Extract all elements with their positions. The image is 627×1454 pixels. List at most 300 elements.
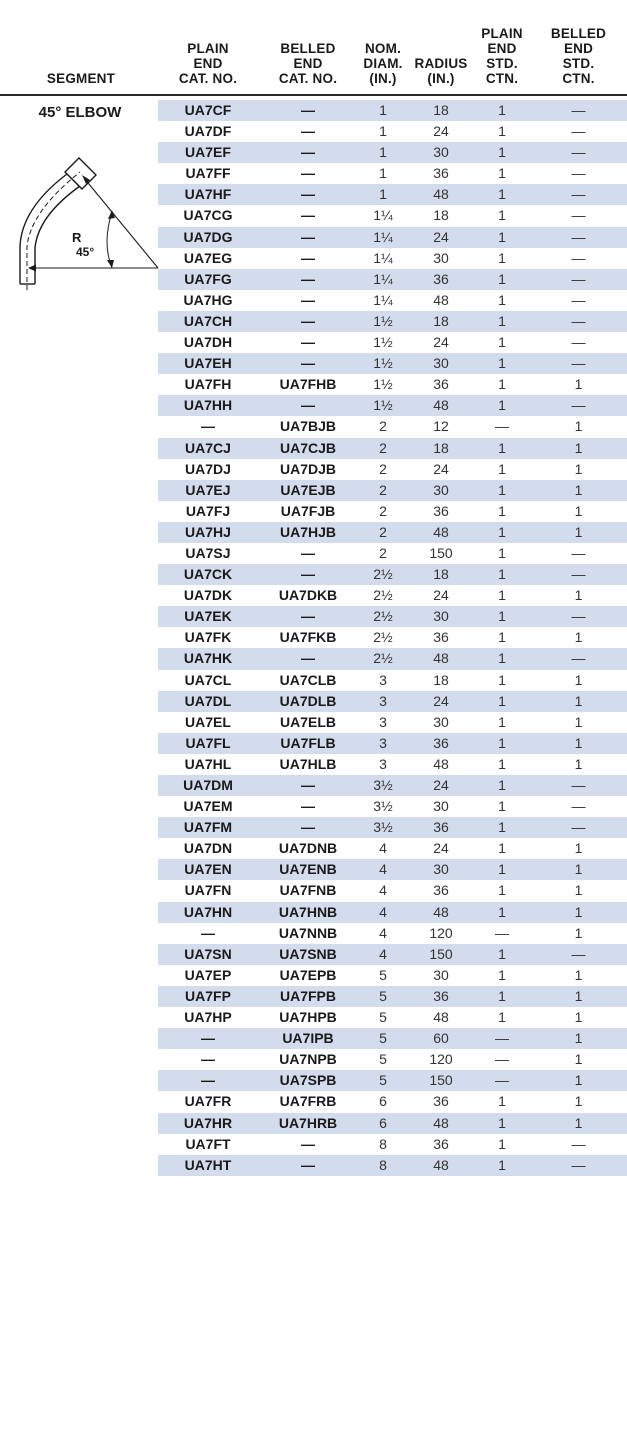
cell-belled-end-std-ctn: 1 bbox=[574, 1114, 583, 1131]
cell-plain-end-cat-no: UA7EK bbox=[184, 608, 232, 625]
table-row bbox=[158, 121, 627, 142]
cell-belled-end-cat-no: UA7BJB bbox=[279, 418, 336, 435]
table-row bbox=[158, 438, 627, 459]
cell-nom-diam: 1¼ bbox=[373, 249, 393, 266]
cell-belled-end-cat-no: UA7HJB bbox=[279, 523, 336, 540]
cell-nom-diam: 3 bbox=[379, 671, 387, 688]
cell-belled-end-cat-no: — bbox=[301, 798, 315, 815]
cell-radius: 48 bbox=[433, 1009, 449, 1026]
cell-plain-end-std-ctn: 1 bbox=[498, 671, 506, 688]
cell-nom-diam: 5 bbox=[379, 1072, 387, 1089]
table-row bbox=[158, 374, 627, 395]
cell-plain-end-std-ctn: 1 bbox=[498, 481, 506, 498]
cell-belled-end-std-ctn: 1 bbox=[574, 1009, 583, 1026]
cell-belled-end-cat-no: UA7FHB bbox=[279, 376, 337, 393]
cell-plain-end-std-ctn: 1 bbox=[498, 1135, 506, 1152]
header-segment-line1: SEGMENT bbox=[46, 71, 116, 86]
cell-belled-end-std-ctn: — bbox=[571, 608, 586, 625]
cell-plain-end-std-ctn: 1 bbox=[498, 882, 506, 899]
cell-plain-end-std-ctn: 1 bbox=[498, 144, 506, 161]
cell-radius: 18 bbox=[433, 671, 449, 688]
cell-radius: 30 bbox=[433, 798, 449, 815]
cell-belled-end-cat-no: UA7CJB bbox=[279, 439, 336, 456]
table-header bbox=[0, 0, 627, 92]
table-row bbox=[158, 775, 627, 796]
cell-nom-diam: 1½ bbox=[373, 376, 393, 393]
table-row bbox=[158, 859, 627, 880]
table-row bbox=[158, 205, 627, 226]
cell-plain-end-cat-no: UA7CH bbox=[183, 312, 233, 329]
cell-radius: 36 bbox=[433, 270, 449, 287]
cell-plain-end-cat-no: UA7DF bbox=[184, 123, 232, 140]
cell-belled-end-cat-no: — bbox=[301, 1156, 315, 1173]
cell-plain-end-std-ctn: 1 bbox=[498, 1114, 506, 1131]
cell-radius: 36 bbox=[433, 819, 449, 836]
cell-belled-end-cat-no: UA7EJB bbox=[280, 481, 336, 498]
cell-belled-end-std-ctn: 1 bbox=[574, 587, 583, 604]
table-row bbox=[158, 1155, 627, 1176]
cell-belled-end-std-ctn: — bbox=[571, 291, 586, 308]
table-row bbox=[158, 944, 627, 965]
cell-plain-end-cat-no: UA7EN bbox=[184, 861, 232, 878]
cell-nom-diam: 1 bbox=[379, 123, 387, 140]
cell-nom-diam: 3½ bbox=[373, 798, 393, 815]
cell-radius: 18 bbox=[433, 207, 449, 224]
cell-plain-end-std-ctn: — bbox=[495, 1072, 509, 1089]
header-belled-end-std-ctn bbox=[530, 26, 627, 86]
cell-nom-diam: 1 bbox=[379, 186, 387, 203]
cell-belled-end-cat-no: — bbox=[301, 123, 315, 140]
cell-belled-end-cat-no: UA7DKB bbox=[278, 587, 338, 604]
table-row bbox=[158, 480, 627, 501]
table-row bbox=[158, 290, 627, 311]
header-pctn-line3: STD. bbox=[486, 56, 518, 71]
cell-nom-diam: 4 bbox=[379, 924, 387, 941]
cell-plain-end-std-ctn: 1 bbox=[498, 966, 506, 983]
angle-arc bbox=[107, 212, 112, 268]
cell-radius: 30 bbox=[433, 355, 449, 372]
cell-plain-end-cat-no: UA7FR bbox=[184, 1093, 232, 1110]
table-row bbox=[158, 754, 627, 775]
cell-belled-end-cat-no: UA7NNB bbox=[278, 924, 338, 941]
cell-belled-end-cat-no: UA7HPB bbox=[279, 1009, 337, 1026]
cell-belled-end-std-ctn: — bbox=[571, 165, 586, 182]
cell-plain-end-std-ctn: — bbox=[495, 1051, 509, 1068]
header-diam-line1: NOM. bbox=[364, 41, 402, 56]
cell-belled-end-std-ctn: — bbox=[571, 544, 586, 561]
header-bctn-line1: BELLED bbox=[550, 26, 607, 41]
cell-plain-end-cat-no: UA7HT bbox=[184, 1156, 232, 1173]
cell-radius: 36 bbox=[433, 1135, 449, 1152]
cell-plain-end-std-ctn: 1 bbox=[498, 439, 506, 456]
table-row bbox=[158, 142, 627, 163]
cell-belled-end-std-ctn: 1 bbox=[574, 713, 583, 730]
cell-plain-end-std-ctn: 1 bbox=[498, 544, 506, 561]
cell-belled-end-std-ctn: — bbox=[571, 186, 586, 203]
cell-plain-end-std-ctn: 1 bbox=[498, 861, 506, 878]
cell-belled-end-cat-no: UA7ENB bbox=[279, 861, 337, 878]
cell-plain-end-cat-no: UA7DL bbox=[184, 692, 232, 709]
cell-plain-end-cat-no: UA7EL bbox=[185, 713, 231, 730]
cell-nom-diam: 5 bbox=[379, 987, 387, 1004]
cell-nom-diam: 2½ bbox=[373, 650, 393, 667]
cell-belled-end-std-ctn: — bbox=[571, 650, 586, 667]
cell-nom-diam: 5 bbox=[379, 966, 387, 983]
table-row bbox=[158, 163, 627, 184]
cell-plain-end-std-ctn: 1 bbox=[498, 734, 506, 751]
cell-belled-end-std-ctn: — bbox=[571, 945, 586, 962]
cell-plain-end-cat-no: — bbox=[201, 924, 215, 941]
cell-belled-end-std-ctn: 1 bbox=[574, 755, 583, 772]
cell-belled-end-std-ctn: 1 bbox=[574, 629, 583, 646]
table-row bbox=[158, 796, 627, 817]
cell-radius: 150 bbox=[429, 945, 453, 962]
cell-plain-end-cat-no: UA7EG bbox=[183, 249, 233, 266]
cell-belled-end-std-ctn: — bbox=[571, 207, 586, 224]
table-row bbox=[158, 1070, 627, 1091]
cell-belled-end-std-ctn: 1 bbox=[574, 671, 583, 688]
table-row bbox=[158, 227, 627, 248]
cell-belled-end-cat-no: UA7FJB bbox=[280, 502, 336, 519]
cell-nom-diam: 1½ bbox=[373, 355, 393, 372]
cell-nom-diam: 1 bbox=[379, 102, 387, 118]
cell-plain-end-cat-no: UA7FP bbox=[185, 987, 231, 1004]
cell-belled-end-cat-no: — bbox=[301, 777, 315, 793]
cell-plain-end-cat-no: UA7HR bbox=[183, 1114, 233, 1131]
table-row bbox=[158, 100, 627, 121]
table-row bbox=[158, 1091, 627, 1112]
cell-nom-diam: 6 bbox=[379, 1114, 387, 1131]
table-row bbox=[158, 459, 627, 480]
cell-belled-end-std-ctn: — bbox=[571, 355, 586, 372]
cell-radius: 36 bbox=[433, 734, 449, 751]
cell-plain-end-cat-no: UA7FK bbox=[184, 629, 232, 646]
cell-belled-end-std-ctn: 1 bbox=[574, 1030, 583, 1047]
cell-belled-end-std-ctn: — bbox=[571, 397, 586, 414]
cell-plain-end-std-ctn: 1 bbox=[498, 777, 506, 793]
cell-nom-diam: 3 bbox=[379, 713, 387, 730]
cell-belled-end-std-ctn: 1 bbox=[574, 1093, 583, 1110]
cell-belled-end-cat-no: — bbox=[301, 355, 315, 372]
table-row bbox=[158, 585, 627, 606]
header-plain-line2: END bbox=[193, 56, 223, 71]
cell-plain-end-cat-no: UA7EM bbox=[183, 798, 233, 815]
cell-radius: 60 bbox=[433, 1030, 449, 1047]
cell-plain-end-std-ctn: 1 bbox=[498, 460, 506, 477]
cell-nom-diam: 4 bbox=[379, 903, 387, 920]
header-plain-end-cat-no bbox=[158, 41, 258, 86]
cell-nom-diam: 5 bbox=[379, 1051, 387, 1068]
cell-plain-end-std-ctn: 1 bbox=[498, 987, 506, 1004]
header-divider bbox=[0, 94, 627, 96]
table-row bbox=[158, 817, 627, 838]
cell-nom-diam: 2½ bbox=[373, 566, 393, 583]
cell-plain-end-cat-no: UA7SJ bbox=[185, 544, 231, 561]
cell-belled-end-cat-no: — bbox=[301, 608, 315, 625]
table-row bbox=[158, 733, 627, 754]
cell-belled-end-std-ctn: 1 bbox=[574, 376, 583, 393]
cell-belled-end-cat-no: UA7HNB bbox=[278, 903, 338, 920]
cell-nom-diam: 1½ bbox=[373, 312, 393, 329]
cell-plain-end-std-ctn: 1 bbox=[498, 376, 506, 393]
table-row bbox=[158, 1113, 627, 1134]
cell-plain-end-cat-no: UA7CF bbox=[184, 102, 232, 118]
cell-plain-end-std-ctn: 1 bbox=[498, 102, 506, 118]
cell-belled-end-cat-no: UA7HRB bbox=[278, 1114, 338, 1131]
cell-plain-end-cat-no: UA7CK bbox=[183, 566, 233, 583]
cell-belled-end-cat-no: UA7IPB bbox=[282, 1030, 334, 1047]
header-diam-line2: DIAM. bbox=[363, 56, 403, 71]
cell-plain-end-cat-no: — bbox=[201, 1072, 215, 1089]
cell-nom-diam: 1¼ bbox=[373, 270, 393, 287]
cell-nom-diam: 4 bbox=[379, 861, 387, 878]
cell-belled-end-cat-no: — bbox=[301, 566, 315, 583]
cell-belled-end-cat-no: — bbox=[301, 397, 315, 414]
cell-plain-end-std-ctn: 1 bbox=[498, 207, 506, 224]
radius-label: R bbox=[72, 230, 82, 245]
cell-belled-end-cat-no: — bbox=[301, 270, 315, 287]
cell-belled-end-cat-no: UA7CLB bbox=[279, 671, 337, 688]
cell-radius: 24 bbox=[433, 228, 449, 245]
cell-belled-end-cat-no: UA7FRB bbox=[279, 1093, 337, 1110]
cell-plain-end-cat-no: UA7FL bbox=[185, 734, 231, 751]
cell-plain-end-std-ctn: 1 bbox=[498, 692, 506, 709]
cell-radius: 36 bbox=[433, 502, 449, 519]
angle-arrowhead-bottom bbox=[107, 260, 114, 268]
cell-plain-end-std-ctn: 1 bbox=[498, 1093, 506, 1110]
cell-nom-diam: 4 bbox=[379, 945, 387, 962]
cell-plain-end-cat-no: UA7CJ bbox=[185, 439, 231, 456]
cell-nom-diam: 2 bbox=[379, 523, 387, 540]
table-row bbox=[158, 691, 627, 712]
cell-belled-end-cat-no: — bbox=[301, 312, 315, 329]
cell-belled-end-cat-no: UA7NPB bbox=[279, 1051, 337, 1068]
cell-plain-end-std-ctn: 1 bbox=[498, 629, 506, 646]
table-row bbox=[158, 248, 627, 269]
cell-plain-end-cat-no: UA7FN bbox=[184, 882, 232, 899]
table-row bbox=[158, 395, 627, 416]
cell-radius: 18 bbox=[433, 439, 449, 456]
header-nom-diam bbox=[358, 41, 408, 86]
cell-belled-end-cat-no: UA7HLB bbox=[279, 755, 337, 772]
cell-belled-end-cat-no: — bbox=[301, 102, 315, 118]
cell-radius: 150 bbox=[429, 544, 453, 561]
cell-belled-end-std-ctn: — bbox=[571, 777, 586, 793]
cell-nom-diam: 3½ bbox=[373, 819, 393, 836]
cell-belled-end-cat-no: — bbox=[301, 291, 315, 308]
cell-belled-end-std-ctn: — bbox=[571, 819, 586, 836]
cell-radius: 36 bbox=[433, 987, 449, 1004]
cell-plain-end-std-ctn: 1 bbox=[498, 355, 506, 372]
cell-radius: 12 bbox=[433, 418, 449, 435]
cell-radius: 30 bbox=[433, 608, 449, 625]
cell-plain-end-std-ctn: 1 bbox=[498, 587, 506, 604]
cell-plain-end-cat-no: UA7CG bbox=[183, 207, 233, 224]
cell-radius: 36 bbox=[433, 882, 449, 899]
cell-radius: 30 bbox=[433, 144, 449, 161]
cell-plain-end-std-ctn: 1 bbox=[498, 228, 506, 245]
cell-plain-end-std-ctn: 1 bbox=[498, 713, 506, 730]
header-radius-line1: RADIUS bbox=[414, 56, 468, 71]
cell-plain-end-std-ctn: 1 bbox=[498, 650, 506, 667]
table-row bbox=[158, 416, 627, 437]
cell-plain-end-cat-no: UA7FT bbox=[185, 1135, 231, 1152]
cell-belled-end-cat-no: — bbox=[301, 186, 315, 203]
cell-plain-end-cat-no: UA7HP bbox=[184, 1009, 232, 1026]
header-radius-line2: (IN.) bbox=[427, 71, 455, 86]
header-plain-end-std-ctn bbox=[474, 26, 530, 86]
cell-radius: 48 bbox=[433, 186, 449, 203]
cell-nom-diam: 2 bbox=[379, 418, 387, 435]
cell-belled-end-std-ctn: 1 bbox=[574, 966, 583, 983]
table-row bbox=[158, 670, 627, 691]
cell-plain-end-std-ctn: 1 bbox=[498, 334, 506, 351]
header-belled-line1: BELLED bbox=[280, 41, 336, 56]
cell-nom-diam: 2 bbox=[379, 502, 387, 519]
cell-belled-end-std-ctn: 1 bbox=[574, 924, 583, 941]
table-row bbox=[158, 902, 627, 923]
cell-nom-diam: 4 bbox=[379, 840, 387, 857]
cell-nom-diam: 1½ bbox=[373, 397, 393, 414]
table-row bbox=[158, 923, 627, 944]
header-radius bbox=[408, 56, 474, 86]
radius-arrowhead-lower bbox=[28, 265, 36, 272]
cell-plain-end-std-ctn: 1 bbox=[498, 945, 506, 962]
cell-nom-diam: 3 bbox=[379, 734, 387, 751]
cell-radius: 18 bbox=[433, 566, 449, 583]
cell-plain-end-std-ctn: 1 bbox=[498, 819, 506, 836]
cell-belled-end-std-ctn: — bbox=[571, 249, 586, 266]
cell-belled-end-std-ctn: 1 bbox=[574, 734, 583, 751]
cell-nom-diam: 2 bbox=[379, 481, 387, 498]
cell-plain-end-cat-no: UA7DM bbox=[183, 777, 233, 793]
cell-plain-end-cat-no: UA7FJ bbox=[185, 502, 231, 519]
cell-belled-end-cat-no: — bbox=[301, 544, 315, 561]
table-row bbox=[158, 332, 627, 353]
cell-radius: 48 bbox=[433, 1114, 449, 1131]
cell-belled-end-cat-no: UA7DNB bbox=[278, 840, 338, 857]
cell-plain-end-cat-no: UA7DN bbox=[183, 840, 233, 857]
table-row bbox=[158, 1134, 627, 1155]
angle-label: 45° bbox=[76, 245, 95, 259]
cell-radius: 30 bbox=[433, 713, 449, 730]
cell-plain-end-cat-no: UA7EJ bbox=[185, 481, 231, 498]
header-plain-line1: PLAIN bbox=[187, 41, 229, 56]
cell-plain-end-cat-no: UA7DK bbox=[183, 587, 233, 604]
header-pctn-line2: END bbox=[487, 41, 517, 56]
cell-plain-end-std-ctn: 1 bbox=[498, 165, 506, 182]
cell-belled-end-cat-no: — bbox=[301, 650, 315, 667]
cell-plain-end-cat-no: UA7HF bbox=[184, 186, 232, 203]
cell-belled-end-std-ctn: 1 bbox=[574, 692, 583, 709]
table-row bbox=[158, 353, 627, 374]
cell-belled-end-std-ctn: — bbox=[571, 334, 586, 351]
cell-belled-end-cat-no: — bbox=[301, 165, 315, 182]
cell-nom-diam: 8 bbox=[379, 1156, 387, 1173]
cell-plain-end-std-ctn: 1 bbox=[498, 798, 506, 815]
cell-nom-diam: 1 bbox=[379, 165, 387, 182]
cell-belled-end-std-ctn: 1 bbox=[574, 903, 583, 920]
cell-plain-end-std-ctn: — bbox=[495, 418, 509, 435]
table-row bbox=[158, 1028, 627, 1049]
cell-plain-end-cat-no: UA7DH bbox=[183, 334, 233, 351]
table-row bbox=[158, 184, 627, 205]
cell-belled-end-cat-no: UA7FLB bbox=[280, 734, 336, 751]
header-plain-line3: CAT. NO. bbox=[178, 71, 238, 86]
table-row bbox=[158, 543, 627, 564]
cell-radius: 30 bbox=[433, 861, 449, 878]
cell-plain-end-cat-no: UA7HL bbox=[184, 755, 232, 772]
table-row bbox=[158, 1007, 627, 1028]
cell-belled-end-std-ctn: — bbox=[571, 312, 586, 329]
table-row bbox=[158, 712, 627, 733]
cell-radius: 24 bbox=[433, 460, 449, 477]
cell-plain-end-cat-no: UA7HK bbox=[183, 650, 233, 667]
cell-belled-end-std-ctn: 1 bbox=[574, 481, 583, 498]
table-row bbox=[158, 501, 627, 522]
cell-plain-end-cat-no: UA7HH bbox=[183, 397, 233, 414]
cell-plain-end-cat-no: UA7SN bbox=[184, 945, 232, 962]
cell-belled-end-cat-no: — bbox=[301, 249, 315, 266]
cell-plain-end-std-ctn: 1 bbox=[498, 755, 506, 772]
segment-label: 45° ELBOW bbox=[38, 104, 122, 121]
cell-plain-end-std-ctn: — bbox=[495, 924, 509, 941]
cell-radius: 150 bbox=[429, 1072, 453, 1089]
cell-plain-end-std-ctn: 1 bbox=[498, 903, 506, 920]
cell-radius: 120 bbox=[429, 1051, 453, 1068]
header-pctn-line1: PLAIN bbox=[481, 26, 523, 41]
cell-radius: 48 bbox=[433, 1156, 449, 1173]
cell-belled-end-std-ctn: 1 bbox=[574, 1072, 583, 1089]
elbow-top-opening bbox=[65, 158, 96, 189]
cell-nom-diam: 3 bbox=[379, 755, 387, 772]
header-bctn-line4: CTN. bbox=[562, 71, 595, 86]
cell-belled-end-std-ctn: 1 bbox=[574, 439, 583, 456]
cell-plain-end-cat-no: UA7DG bbox=[183, 228, 233, 245]
cell-radius: 24 bbox=[433, 587, 449, 604]
cell-belled-end-std-ctn: 1 bbox=[574, 418, 583, 435]
cell-plain-end-cat-no: UA7EF bbox=[185, 144, 231, 161]
cell-belled-end-std-ctn: 1 bbox=[574, 861, 583, 878]
table-row bbox=[158, 648, 627, 669]
cell-nom-diam: 4 bbox=[379, 882, 387, 899]
cell-nom-diam: 3 bbox=[379, 692, 387, 709]
table-row bbox=[158, 564, 627, 585]
cell-radius: 24 bbox=[433, 123, 449, 140]
header-belled-line2: END bbox=[293, 56, 323, 71]
cell-radius: 120 bbox=[429, 924, 453, 941]
cell-radius: 24 bbox=[433, 334, 449, 351]
cell-plain-end-std-ctn: 1 bbox=[498, 270, 506, 287]
cell-belled-end-cat-no: UA7FPB bbox=[279, 987, 336, 1004]
cell-plain-end-cat-no: UA7FF bbox=[185, 165, 231, 182]
table-row bbox=[158, 311, 627, 332]
cell-belled-end-cat-no: UA7DLB bbox=[279, 692, 337, 709]
cell-plain-end-cat-no: UA7DJ bbox=[185, 460, 231, 477]
cell-radius: 48 bbox=[433, 903, 449, 920]
cell-plain-end-std-ctn: 1 bbox=[498, 291, 506, 308]
cell-belled-end-std-ctn: 1 bbox=[574, 460, 583, 477]
cell-nom-diam: 5 bbox=[379, 1030, 387, 1047]
elbow-table-body bbox=[158, 100, 627, 1176]
cell-plain-end-std-ctn: 1 bbox=[498, 186, 506, 203]
cell-radius: 48 bbox=[433, 650, 449, 667]
cell-belled-end-std-ctn: 1 bbox=[574, 523, 583, 540]
cell-belled-end-std-ctn: — bbox=[571, 1135, 586, 1152]
header-pctn-line4: CTN. bbox=[485, 71, 519, 86]
cell-nom-diam: 2½ bbox=[373, 587, 393, 604]
cell-nom-diam: 1¼ bbox=[373, 291, 393, 308]
